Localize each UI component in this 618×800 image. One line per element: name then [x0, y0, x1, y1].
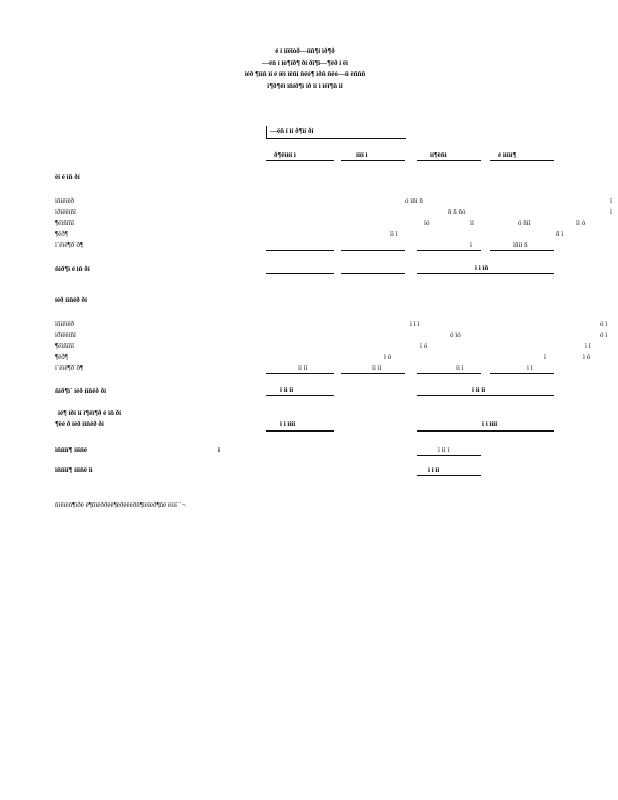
- section-b-title: íéð ííñëð ðí: [55, 296, 87, 304]
- row-d-extra: ì: [218, 446, 220, 454]
- section-a-row-1-extra: ï: [610, 197, 612, 205]
- section-b-row-2-extra: ó ì: [600, 331, 608, 339]
- section-a-row-4-col4: ñ ì: [556, 230, 564, 238]
- section-b-row-5-col4: ì ì: [527, 364, 533, 372]
- section-b-row-3-extra: ì ì: [585, 342, 591, 350]
- section-a-row-3-col4: ó ñíì: [518, 219, 531, 227]
- section-a-total-label: ñìð¶ì é ìñ ðí: [55, 265, 90, 273]
- section-b-row-4-col4: ì: [544, 353, 546, 361]
- section-b-row-1-col3: ì ì ì: [410, 320, 420, 328]
- section-b-row-4-col2: ì ó: [384, 353, 392, 361]
- column-group-underline: [266, 138, 406, 139]
- section-b-row-3-label: ¶ëïñïñï: [55, 342, 75, 350]
- section-b-row-5-col2: ìì ìì: [372, 364, 382, 372]
- section-a-total-col3: ì ì ìñ: [475, 264, 489, 272]
- column-header-rule-3: [417, 160, 481, 161]
- row-e-label: ìñíííí¶ íííñë ìì: [55, 466, 93, 474]
- section-a-rule-1: [266, 250, 334, 251]
- section-b-row-1-extra: ó ì: [600, 320, 608, 328]
- section-b-total-label: ñìð¶ì` íéð ííñëð ðí: [55, 387, 107, 395]
- section-a-row-1-label: ìñíëïëð: [55, 197, 75, 205]
- section-a-row-5-col3: ì: [470, 241, 472, 249]
- section-b-rule-2: [341, 373, 405, 374]
- section-b-row-1-label: ìñíëïëð: [55, 320, 75, 328]
- row-e-col3: ì ì ìì: [428, 466, 440, 474]
- section-a-rule-4: [490, 250, 554, 251]
- section-a-row-4-col3: ìì ì: [390, 230, 398, 238]
- row-d-col3: ì ìì ì: [438, 446, 450, 454]
- section-b-total-col3: ì ìì ìì: [472, 386, 486, 394]
- column-header-rule-2: [341, 160, 405, 161]
- section-a-total-rule-1: [266, 273, 334, 274]
- section-b-rule-3: [417, 373, 481, 374]
- row-d-label: ìñíííí¶ íííñë: [55, 446, 87, 454]
- section-b-row-2-col3: ó ìó: [450, 331, 461, 339]
- section-a-total-rule-2: [341, 273, 405, 274]
- section-c-col3: ì ì ìííí: [482, 420, 498, 428]
- section-a-rule-3: [417, 250, 481, 251]
- section-b-row-4-label: ¶ëð¶: [55, 353, 68, 361]
- section-a-row-3-label: ¶ëïñïñï: [55, 219, 75, 227]
- section-b-total-rule-1: [266, 395, 334, 396]
- section-b-row-5-col3: ìì ì: [456, 364, 464, 372]
- section-a-row-2-label: ìðïëëïñï: [55, 208, 76, 216]
- column-header-1: ð¶ëììíí ì: [274, 151, 296, 159]
- section-b-total-rule-3: [417, 395, 554, 396]
- report-title-line-2: —ëñ í ìò¶ïð¶ ðí ðî¶ï—¶ëð í ëì: [262, 59, 348, 67]
- section-b-row-2-label: ìðïëëïñï: [55, 331, 76, 339]
- column-header-3: ìí¶ëñì: [430, 151, 447, 159]
- report-title-line-1: é í ìïëîòð—ííñ¶í ìð¶ð: [275, 47, 335, 55]
- section-a-row-3-col2: ìó: [424, 219, 430, 227]
- column-header-2: íííí ì: [356, 151, 368, 159]
- section-a-row-5-label: ì¨ëïë¶ð`ð¶: [55, 241, 84, 249]
- section-a-title: ëí é ìñ ðí: [55, 173, 80, 181]
- report-title-line-3: ìéð ¶ííñ ìí é íëí ìëñí ñëó¶ ìðñ ñëó—íì ëñññ: [244, 70, 366, 78]
- section-b-rule-4: [490, 373, 554, 374]
- section-b-row-5-col1: ìì ìì: [298, 364, 308, 372]
- section-b-row-4-extra: ì ó: [583, 353, 591, 361]
- row-d-rule: [417, 455, 481, 456]
- section-a-rule-2: [341, 250, 405, 251]
- section-b-row-5-label: ì¨ëïë¶ð`ð¶: [55, 364, 84, 372]
- column-group-label: —ëñ í ìí ð¶ìí ðí: [270, 127, 314, 135]
- column-group-bracket: [266, 126, 267, 138]
- section-a-row-5-col4: ìñìì ñ: [513, 241, 528, 249]
- section-c-label-1: íé¶ ìðí ìí ì¶ëì¶ð é ìñ ðí: [58, 409, 122, 417]
- section-a-row-4-label: ¶ëð¶: [55, 230, 68, 238]
- section-a-row-3-extra: ìì ó: [576, 219, 586, 227]
- section-b-row-3-col3: ì ó: [420, 342, 428, 350]
- section-a-row-2-col3: ñ ñ ñó: [448, 208, 466, 216]
- report-title-line-4: ì¶ð¶ëì ìñíð¶ì ìð ìí ì ìëî¶ñ ìî: [267, 82, 343, 90]
- row-e-rule: [417, 475, 481, 476]
- section-c-rule-3: [417, 430, 554, 432]
- section-b-total-col1: ì ìì ìì: [280, 386, 294, 394]
- section-b-rule-1: [266, 373, 334, 374]
- section-a-total-rule-3: [417, 273, 554, 274]
- section-c-col1: ì ì ìííí: [280, 420, 296, 428]
- section-c-label-2: ¶ëé ð íéð ííñëð ðí: [55, 420, 104, 428]
- column-header-4: é ìííìí¶: [498, 151, 517, 159]
- section-c-rule-1: [266, 430, 334, 432]
- section-a-row-3-col3: ìì: [470, 219, 474, 227]
- section-a-row-1-col3: ó íñí ñ: [405, 197, 423, 205]
- section-a-row-2-extra: ï: [610, 208, 612, 216]
- footnote: ñìëïëñ¶ïðë ë¶ñïëððëë¶ëðëëëðñ¶ìëïëð¶ñë ëííí`´¬: [55, 501, 186, 509]
- column-header-rule-1: [266, 160, 334, 161]
- column-header-rule-4: [490, 160, 554, 161]
